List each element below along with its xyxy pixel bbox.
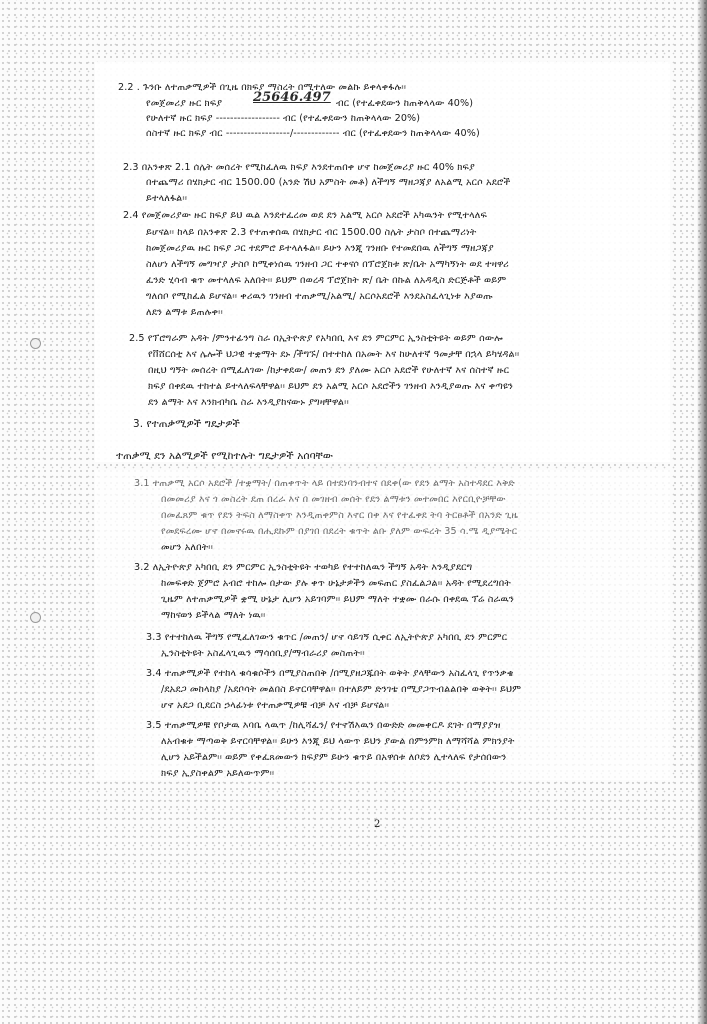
text-line: 2.3 በአንቀጽ 2.1 ሰሌት መሰረት የሚከፈለዉ ክፍያ እንደተጠበቀ ሆኖ ከመጀመሪያ ዙር 40% ክፍያ — [123, 162, 475, 173]
text-line: የሁለተኛ ዙር ክፍያ ------------------ ብር (የተፈቀደውን ከጠቅላላው 20%) — [146, 113, 421, 124]
text-line: ይተላለፋል፡፡ — [146, 193, 188, 204]
text-line: ሆኖ አደጋ ቢደርስ ኃላፊነቱ የተጠቃሚዎቹ ብቻ እና ብቻ ይሆናል፡፡ — [161, 700, 390, 711]
text-line: በተጨማሪ በሄክታር ብር 1500.00 (አንድ ሽህ አምስት መቶ) ለችግኝ ማዘጋጃያ ለአልሚ አርሶ አደሮች — [146, 177, 511, 188]
text-line: መሆን አለበት፡፡ — [161, 542, 214, 553]
text-line: ሊሆን አይችልም፡፡ ወይም የቀፈጸመውን ክፍያም ይሁን ቁጥይ በአዋሰቱ ለቦደን ሊተላለፍ የታሰበውን — [161, 752, 507, 763]
text-line: የመደፍረሙ ሆኖ በመኖሩዉ በሒደኩም በያገበ በደረት ቁጥት ልቡ ያለም ውፍረት 35 ሳ.ሜ ዲያሜትር — [161, 526, 518, 537]
text-line: ከመጀመሪያዉ ዙር ክፍያ ጋር ተደምሮ ይተላለፋል፡፡ ይሁን እንጂ ገንዘቡ የተመደበዉ ለችግኝ ማዘጋጃያ — [146, 243, 494, 254]
text-line: 2.2 . ጉንቡ ለተጠቃሚዎች በጊዜ በክፍያ ማስረት በሚተለው መልኩ ይቀላቀፋሉ፡፡ — [118, 82, 407, 93]
text-line: በመመሪያ እና ጎ መስረት ደጠ በረራ እና በ መገዘብ መሰት የደን ልማቱን መተመበር እየርቢዮቻቸው — [161, 494, 506, 505]
text-line: ክፍያ በቀደዉ ተከተል ይተላለፍላቸዋል፡፡ ይህም ደን አልሚ አርሶ አደሮችን ገንዘብ እንዲያወጡ እና ቀጣዩን — [148, 381, 514, 392]
text-line: 2.4 የመጀመሪያው ዙር ክፍያ ይህ ዉል እንደተፈረመ ወደ ደን አልሚ አርሶ አደሮች አካዉንት የሚተላለፍ — [123, 210, 487, 221]
text-line: 3.5 ተጠቃሚዎቹ የቦታዉ እባቤ ላዉጥ /ከሊሻፈን/ የተኖሽእዉን በውድድ መመቀርዶ ደገት በማያያዝ — [146, 720, 501, 731]
text-line: 3.2 ለኢትዮጵያ አካበቢ ደን ምርምር ኢንስቲትዩት ተወካይ የተተከለዉን ችግኝ አዳት እንዲያደርግ — [134, 562, 473, 573]
text-line: ለአብቁቱ ማጣወቅ ይኖርባቸዋል፡፡ ይሁን እንጂ ይህ ላውጥ ይህን ያውል በምንምክ ለማሻሻል ምክንያት — [161, 736, 515, 747]
text-line: ሰስተኛ ዙር ክፍያ ብር ------------------/------------- ብር (የተፈቀደውን ከጠቅላላው 40%) — [146, 128, 480, 139]
text-line: ፈንድ ሂሳብ ቁጥ መተላለፍ አለበት፡፡ ይህም በወረዳ ፕሮጀክት ጽ/ ቤት በኩል ለአዳዲስ ድርጅቶች ወይም — [146, 275, 507, 286]
text-line: 2.5 የፕሮግራም አዳት /ምንተፊንግ ስራ በኢትዮጵያ የአካበቢ እና ደን ምርምር ኢንስቲትዩት ወይም ሰውሎ — [129, 333, 503, 344]
section-heading: 3. የተጠቃሚዎች ግዴታዎች — [133, 418, 240, 430]
text-line: ኢንስቲትዩት አስፈላጊዉን ማሳሰቢያ/ማብራሪያ መስጠት፡፡ — [161, 648, 365, 659]
text-line: ደን ልማት እና እንክብካቤ ስራ እንዲያከናውኑ ያግዛቸዋል፡፡ — [148, 397, 349, 408]
text-line: ስለሆነ ለችግኝ መግዣያ ታስቦ ከሚቀነሰዉ ገንዘብ ጋር ተቀናሶ በፕሮጀክቱ ጽ/ቤት አማካኝነት ወደ ተዛዋሪ — [146, 259, 509, 270]
text-line: ማከናወን ይችላል ማለት ነዉ፡፡ — [161, 610, 266, 621]
text-line: ጊዜም ለተጠቃሚዎች ቋሚ ሁኔታ ሊሆን አይገባም፡፡ ይህም ማለት ተቋሙ በራሱ በቀደዉ ፕሬ ስራዉን — [161, 594, 515, 605]
scan-edge-shadow — [697, 0, 707, 1024]
text-line: በመፈጸም ቁጥ የደን ትፍስ ለማስቀጥ እንዲጠቀምስ እኖር በቀ እና የተፈቀደ ትባ ትርፀቶች በአንድ ጊዜ — [161, 510, 518, 521]
text-line: ብር (የተፈቀደውን ከጠቅላላው 40%) — [336, 98, 474, 109]
handwritten-amount: 25646.497 — [253, 90, 331, 105]
text-line: ግለሰቦ የሚከፈል ይሆናል፡፡ ቀሪዉን ገንዘብ ተጠቃሚ/አልሚ/ አርሶአደሮች እንደአስፈላጊነቱ እያወጡ — [146, 291, 493, 302]
text-line: 3.3 የተተከለዉ ችግኝ የሚፈለገውን ቁጥር /መጠን/ ሆኖ ሳይገኝ ሲቀር ለኢትዮጵያ አካበቢ ደን ምርምር — [146, 632, 508, 643]
text-line: ይሆናል፡፡ ከላይ በአንቀጽ 2.3 የተጠቀሰዉ በሄክታር ብር 1500.00 ስሌት ታስቦ በተጨማሪነት — [146, 227, 477, 238]
text-line: 3.1 ተጠቃሚ አርሶ አደሮች /ተቋማት/ በጠቀጥት ላይ በተደነባንብተና በደቀ(ው የደን ልማት አስተዳደር እቅድ — [134, 478, 515, 489]
text-line: ክፍያ ኢያስቀልም አይለውጥም፡፡ — [161, 768, 275, 779]
punch-hole — [30, 338, 41, 349]
text-line: 3.4 ተጠቃሚዎች የተከላ ቁሳቁሶችን በሚያስጠበቅ /በሚያዘጋጁበት ወቅት ያላቸውን አስፈላጊ የጥንቃቄ — [146, 668, 514, 679]
page-number: 2 — [374, 819, 381, 830]
text-line: ለደን ልማቱ ይጠሉቀ፡፡ — [146, 307, 223, 318]
text-line: የመጀመሪያ ዙር ክፍያ — [146, 98, 223, 109]
text-line: ከመፍቀድ ጀምሮ አብሮ ተከሎ በታው ያሉ ቀጥ ሁኔታዎችን መፍጠር ያስፈልጋል፡፡ አዳት የሚደረግበት — [161, 578, 511, 589]
punch-hole — [30, 612, 41, 623]
text-line: የቨሸርሰቲ እና ሌሎች ህጋዊ ተቋማት ደኑ /ችግኙ/ በተተከለ በአመት እና ከሁለተኛ ዓመታቸ በኋላ ይካሄዳል፡፡ — [148, 349, 520, 360]
section-subheading: ተጠቃሚ ደን አልሚዎች የሚከተሉት ግዴታዎች አሰባቸው — [116, 450, 333, 462]
text-line: /ደአደጋ መከላከያ /አደቦሳት መልበስ ይኖርባቸዋል፡፡ በተለይም ድንገቴ በሚያጋጥብልልበቅ ወቅት፡፡ ይህም — [161, 684, 522, 695]
text-line: በዚህ ግኝት መሰረት በሚፈለገው /ከታቀደው/ መጠን ደን ያለሙ አርሶ አደሮች የሁለተኛ እና ሰስተኛ ዙር — [148, 365, 510, 376]
